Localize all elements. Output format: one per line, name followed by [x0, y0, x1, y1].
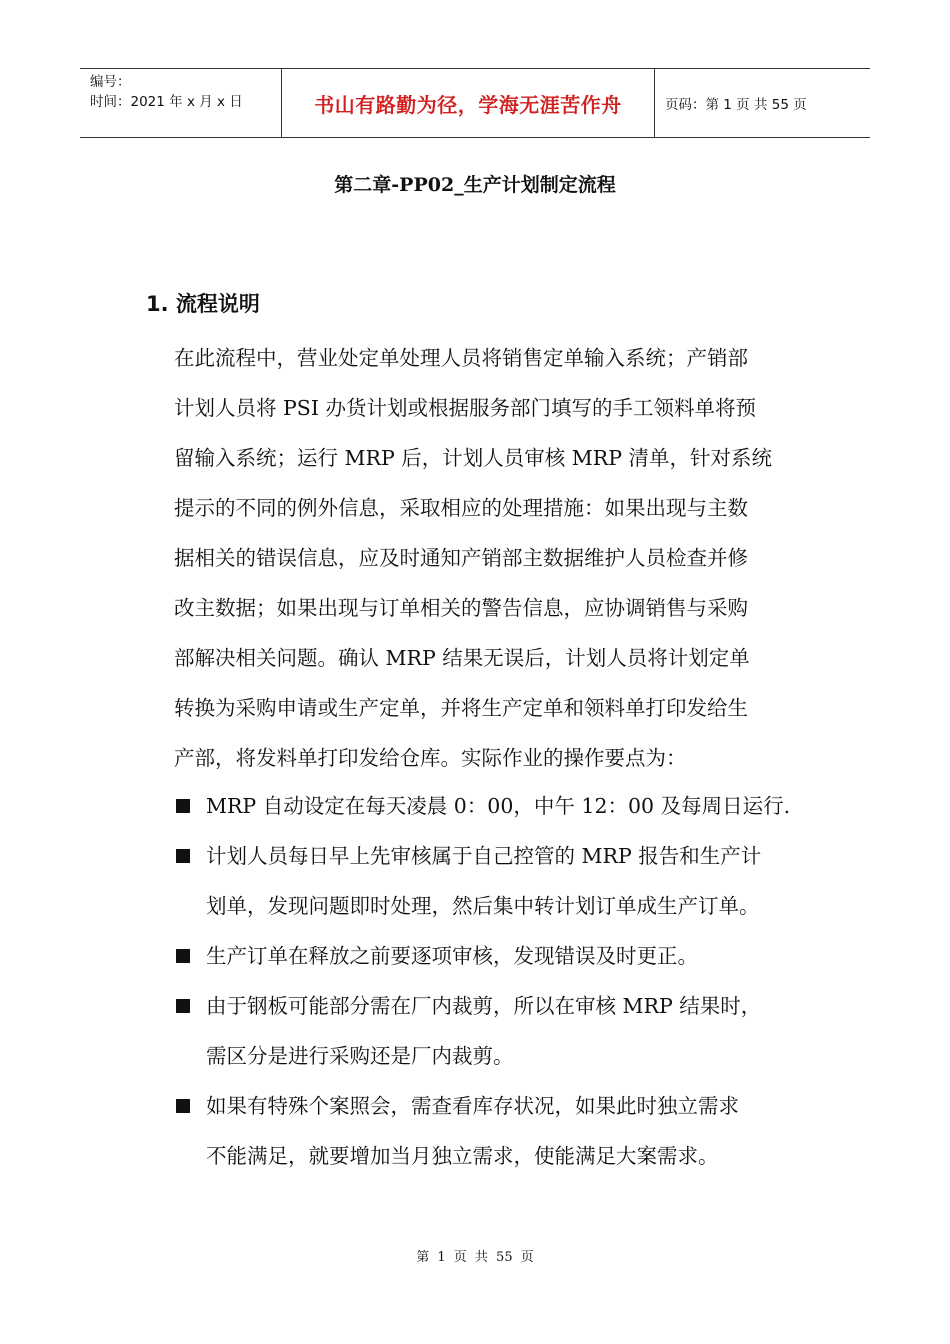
section-heading: 1. 流程说明: [146, 292, 260, 316]
header-meta: [80, 69, 282, 137]
bullet-line: 计划人员每日早上先审核属于自己控管的 MRP 报告和生产计: [206, 844, 762, 868]
bullet-line: 生产订单在释放之前要逐项审核，发现错误及时更正。: [206, 944, 698, 968]
paragraph-line: 部解决相关问题。确认 MRP 结果无误后，计划人员将计划定单: [174, 646, 750, 670]
square-bullet-icon: [176, 1099, 190, 1113]
paragraph-line: 在此流程中，营业处定单处理人员将销售定单输入系统；产销部: [174, 346, 748, 370]
bullet-line: 需区分是进行采购还是厂内裁剪。: [206, 1044, 514, 1068]
bullet-line: 如果有特殊个案照会，需查看库存状况，如果此时独立需求: [206, 1094, 739, 1118]
square-bullet-icon: [176, 799, 190, 813]
header-motto: 书山有路勤为径，学海无涯苦作舟: [282, 69, 655, 137]
square-bullet-icon: [176, 949, 190, 963]
header-number-label: 编号：: [90, 74, 131, 90]
body-paragraph: [174, 338, 814, 788]
header-page-label: 页码：第 1 页 共 55 页: [665, 97, 807, 113]
paragraph-line: 计划人员将 PSI 办货计划或根据服务部门填写的手工领料单将预: [174, 396, 756, 420]
paragraph-line: 改主数据；如果出现与订单相关的警告信息，应协调销售与采购: [174, 596, 748, 620]
square-bullet-icon: [176, 999, 190, 1013]
bullet-line: MRP 自动设定在每天凌晨 0：00，中午 12：00 及每周日运行.: [206, 794, 791, 818]
paragraph-line: 留输入系统；运行 MRP 后，计划人员审核 MRP 清单，针对系统: [174, 446, 773, 470]
square-bullet-icon: [176, 849, 190, 863]
paragraph-line: 提示的不同的例外信息，采取相应的处理措施：如果出现与主数: [174, 496, 748, 520]
bullet-item: [174, 986, 834, 1086]
bullet-item: [174, 786, 834, 836]
document-title: 第二章-PP02_生产计划制定流程: [334, 174, 616, 196]
bullet-line: 不能满足，就要增加当月独立需求，使能满足大案需求。: [206, 1144, 719, 1168]
bullet-line: 划单，发现问题即时处理，然后集中转计划订单成生产订单。: [206, 894, 760, 918]
bullet-item: [174, 836, 834, 936]
header-time-label: 时间：2021 年 x 月 x 日: [90, 94, 243, 110]
page-header: [80, 68, 870, 138]
page-footer: 第 1 页 共 55 页: [416, 1250, 534, 1265]
paragraph-line: 转换为采购申请或生产定单，并将生产定单和领料单打印发给生: [174, 696, 748, 720]
bullet-list: [174, 786, 834, 1186]
bullet-line: 由于钢板可能部分需在厂内裁剪，所以在审核 MRP 结果时，: [206, 994, 762, 1018]
bullet-item: [174, 1086, 834, 1186]
paragraph-line: 据相关的错误信息，应及时通知产销部主数据维护人员检查并修: [174, 546, 748, 570]
paragraph-line: 产部，将发料单打印发给仓库。实际作业的操作要点为：: [174, 746, 687, 770]
bullet-item: [174, 936, 834, 986]
